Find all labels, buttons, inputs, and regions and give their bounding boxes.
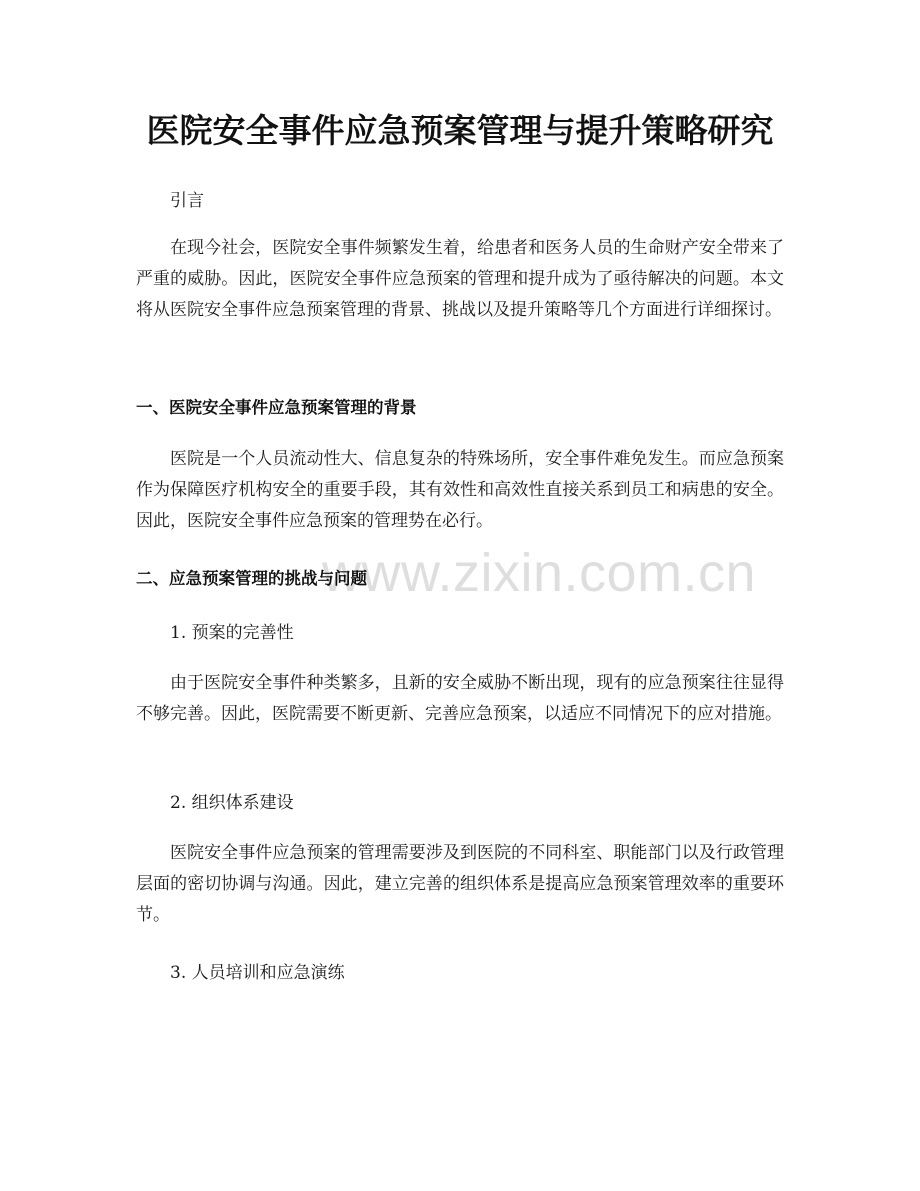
section-1-paragraph: 医院是一个人员流动性大、信息复杂的特殊场所，安全事件难免发生。而应急预案作为保障医疗机构安全的重要手段，其有效性和高效性直接关系到员工和病患的安全。因此，医院安全事件应急预案的管理势在必行。 [136, 449, 784, 531]
section-1-heading: 一、医院安全事件应急预案管理的背景 [136, 398, 417, 417]
item-1-paragraph: 由于医院安全事件种类繁多，且新的安全威胁不断出现，现有的应急预案往往显得不够完善。因此，医院需要不断更新、完善应急预案，以适应不同情况下的应对措施。 [136, 673, 784, 724]
intro-paragraph: 在现今社会，医院安全事件频繁发生着，给患者和医务人员的生命财产安全带来了严重的威胁。因此，医院安全事件应急预案的管理和提升成为了亟待解决的问题。本文将从医院安全事件应急预案管理的背景、挑战以及提升策略等几个方面进行详细探讨。 [136, 238, 784, 320]
item-1-label: 1. 预案的完善性 [170, 623, 294, 643]
watermark: www.zixin.com.cn [322, 543, 757, 603]
item-3-label: 3. 人员培训和应急演练 [170, 963, 345, 983]
document-title: 医院安全事件应急预案管理与提升策略研究 [146, 111, 774, 150]
item-2-label: 2. 组织体系建设 [170, 793, 294, 813]
intro-label: 引言 [170, 191, 204, 211]
item-2-paragraph: 医院安全事件应急预案的管理需要涉及到医院的不同科室、职能部门以及行政管理层面的密切协调与沟通。因此，建立完善的组织体系是提高应急预案管理效率的重要环节。 [136, 843, 784, 925]
section-2-heading: 二、应急预案管理的挑战与问题 [136, 569, 367, 588]
